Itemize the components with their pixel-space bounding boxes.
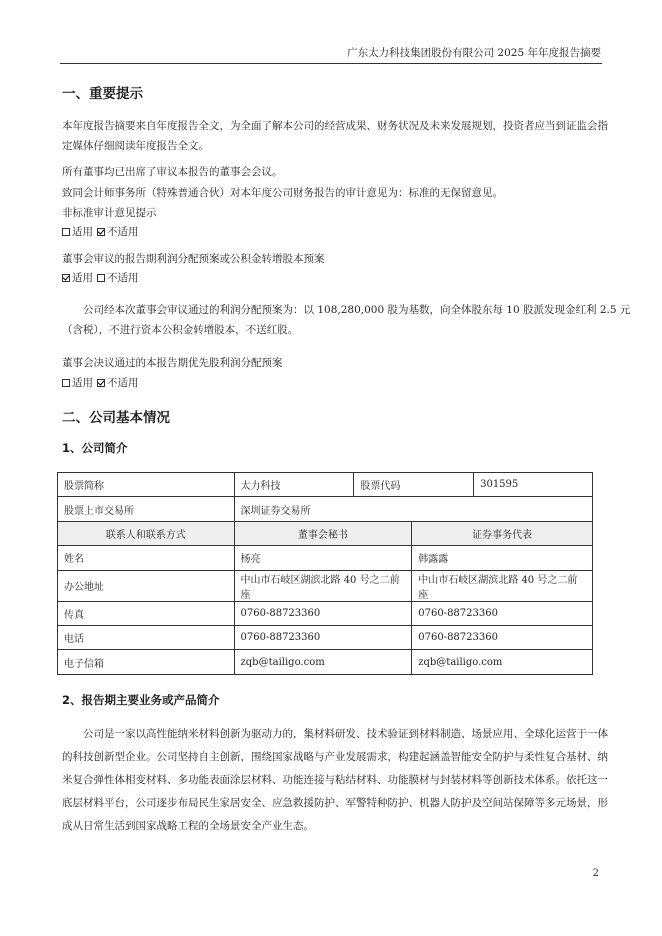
col-contact-header: 联系人和联系方式 bbox=[58, 521, 235, 545]
pref-applicable-checkbox[interactable] bbox=[62, 379, 70, 387]
table-row bbox=[58, 473, 593, 497]
para1-line2: 定媒体仔细阅读年度报告全文。 bbox=[62, 140, 209, 152]
plan-line1: 公司经本次董事会审议通过的利润分配预案为：以 108,280,000 股为基数，向全体股东每 10 股派发现金红利 2.5 元 bbox=[83, 304, 631, 316]
nonstd-applicable-checkbox[interactable] bbox=[62, 228, 70, 236]
row-label: 电子信箱 bbox=[58, 650, 235, 674]
company-profile-heading: 1、公司简介 bbox=[62, 441, 128, 455]
exchange-label: 股票上市交易所 bbox=[58, 497, 235, 521]
secretary-value: zqb@tailigo.com bbox=[234, 650, 412, 674]
secretary-value: 中山市石岐区湖滨北路 40 号之二前座 bbox=[234, 570, 412, 601]
table-row bbox=[58, 546, 593, 570]
page-number: 2 bbox=[592, 868, 599, 879]
rep-value: 韩露露 bbox=[412, 546, 593, 570]
table-header-row bbox=[58, 521, 593, 545]
pref-applicable-label: 适用 bbox=[72, 377, 93, 389]
plan-applicable-label: 适用 bbox=[72, 272, 93, 284]
business-line5: 成从日常生活到国家战略工程的全场景安全产业生态。 bbox=[62, 820, 314, 832]
table-row bbox=[58, 650, 593, 674]
rep-value: 0760-88723360 bbox=[412, 601, 593, 625]
rep-value: 中山市石岐区湖滨北路 40 号之二前座 bbox=[412, 570, 593, 601]
table-row bbox=[58, 625, 593, 649]
pref-not-applicable-label: 不适用 bbox=[107, 377, 139, 389]
plan-line2: （含税），不进行资本公积金转增股本，不送红股。 bbox=[62, 324, 299, 336]
stock-code-label: 股票代码 bbox=[354, 473, 474, 497]
nonstd-options bbox=[62, 224, 139, 239]
pref-not-applicable-checkbox[interactable] bbox=[97, 379, 105, 387]
para1-line1: 本年度报告摘要来自年度报告全文，为全面了解本公司的经营成果、财务状况及未来发展规划，投资者应当到证监会指 bbox=[62, 120, 608, 132]
nonstd-not-applicable-checkbox[interactable] bbox=[97, 228, 105, 236]
stock-abbr-value: 太力科技 bbox=[234, 473, 354, 497]
pref-label: 董事会决议通过的本报告期优先股利润分配预案 bbox=[62, 357, 283, 369]
table-row bbox=[58, 570, 593, 601]
header-rule bbox=[60, 63, 602, 64]
secretary-value: 0760-88723360 bbox=[234, 601, 412, 625]
pref-options bbox=[62, 375, 139, 390]
business-line4: 底层材料平台，公司逐步布局民生家居安全、应急救援防护、军警特种防护、机器人防护及空间站保障等多元场景，形 bbox=[62, 797, 608, 809]
col-secretary-header: 董事会秘书 bbox=[234, 521, 412, 545]
section1-heading: 一、重要提示 bbox=[62, 86, 143, 102]
row-label: 姓名 bbox=[58, 546, 235, 570]
table-row bbox=[58, 497, 593, 521]
attend-line: 所有董事均已出席了审议本报告的董事会会议。 bbox=[62, 166, 283, 178]
audit-line: 致同会计师事务所（特殊普通合伙）对本年度公司财务报告的审计意见为：标准的无保留意见。 bbox=[62, 187, 503, 199]
secretary-value: 杨亮 bbox=[234, 546, 412, 570]
plan-applicable-checkbox[interactable] bbox=[62, 274, 70, 282]
plan-not-applicable-label: 不适用 bbox=[107, 272, 139, 284]
header-title: 广东太力科技集团股份有限公司 2025 年年度报告摘要 bbox=[347, 47, 601, 59]
plan-options bbox=[62, 270, 139, 285]
business-line2: 的科技创新型企业。公司坚持自主创新，围绕国家战略与产业发展需求，构建起涵盖智能安全防护与柔性复合基材、纳 bbox=[62, 751, 608, 763]
row-label: 传真 bbox=[58, 601, 235, 625]
business-line3: 米复合弹性体相变材料、多功能表面涂层材料、功能连接与粘结材料、功能膜材与封装材料等创新技术体系。依托这一 bbox=[62, 774, 608, 786]
section2-heading: 二、公司基本情况 bbox=[62, 410, 170, 426]
stock-code-value: 301595 bbox=[474, 473, 593, 497]
plan-label: 董事会审议的报告期利润分配预案或公积金转增股本预案 bbox=[62, 253, 325, 265]
business-heading: 2、报告期主要业务或产品简介 bbox=[62, 693, 220, 707]
rep-value: 0760-88723360 bbox=[412, 625, 593, 649]
business-line1: 公司是一家以高性能纳米材料创新为驱动力的，集材料研发、技术验证到材料制造、场景应用、全球化运营于一体 bbox=[83, 728, 608, 740]
nonstd-not-applicable-label: 不适用 bbox=[107, 226, 139, 238]
company-info-table bbox=[57, 472, 593, 675]
row-label: 办公地址 bbox=[58, 570, 235, 601]
nonstd-applicable-label: 适用 bbox=[72, 226, 93, 238]
nonstd-label: 非标准审计意见提示 bbox=[62, 207, 157, 219]
exchange-value: 深圳证券交易所 bbox=[234, 497, 592, 521]
secretary-value: 0760-88723360 bbox=[234, 625, 412, 649]
rep-value: zqb@tailigo.com bbox=[412, 650, 593, 674]
plan-not-applicable-checkbox[interactable] bbox=[97, 274, 105, 282]
col-rep-header: 证券事务代表 bbox=[412, 521, 593, 545]
stock-abbr-label: 股票简称 bbox=[58, 473, 235, 497]
table-row bbox=[58, 601, 593, 625]
row-label: 电话 bbox=[58, 625, 235, 649]
